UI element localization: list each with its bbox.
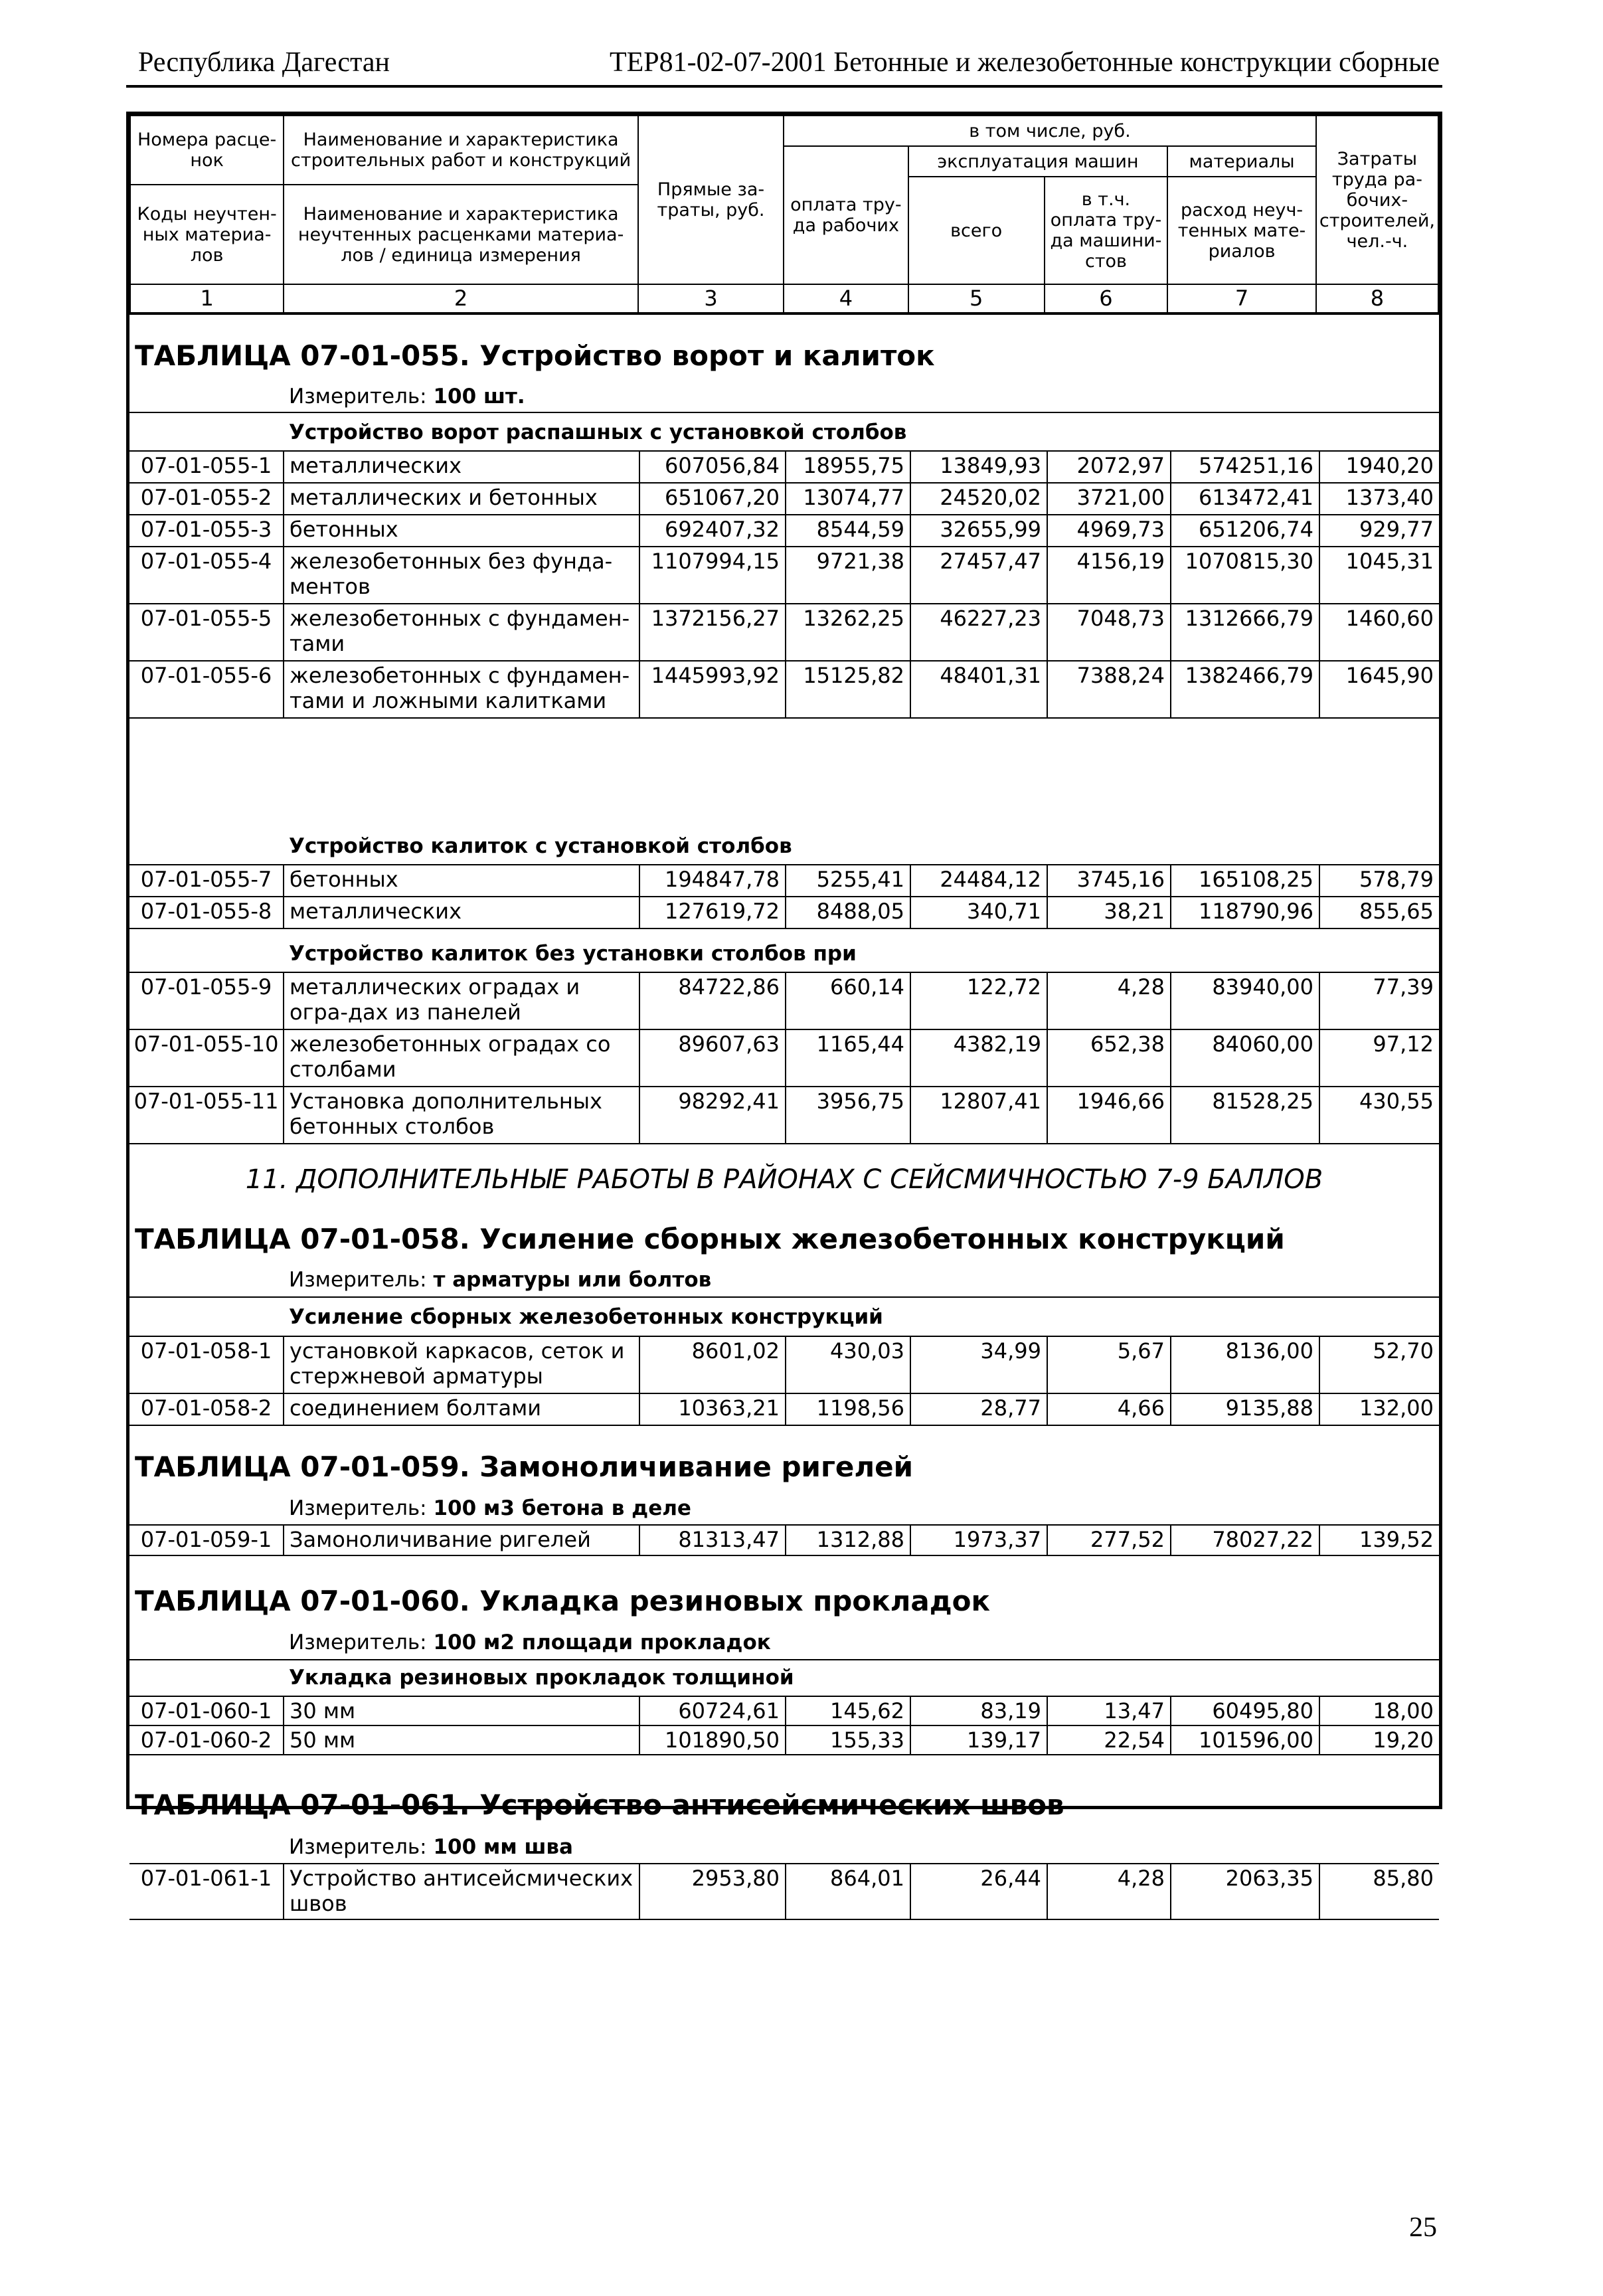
table-055-group-3 — [129, 972, 1439, 1144]
table-row: 07-01-055-5 железобетонных с фундамен-тами 1372156,27 13262,25 46227,23 7048,73 1312666,79 1460,60 — [129, 604, 1439, 661]
table-row: 07-01-055-3 бетонных 692407,32 8544,59 32655,99 4969,73 651206,74 929,77 — [129, 515, 1439, 547]
col-3-header: Прямые за-траты, руб. — [638, 116, 784, 284]
chapter-title: 11. ДОПОЛНИТЕЛЬНЫЕ РАБОТЫ В РАЙОНАХ С СЕЙСМИЧНОСТЬЮ 7-9 БАЛЛОВ — [245, 1164, 1323, 1195]
rate-code: 07-01-055-5 — [129, 604, 284, 661]
col-5-header: всего — [908, 177, 1045, 284]
rate-code: 07-01-055-7 — [129, 865, 284, 897]
rate-code: 07-01-059-1 — [129, 1525, 284, 1555]
rate-code: 07-01-061-1 — [129, 1864, 284, 1919]
including-header: в том числе, руб. — [784, 116, 1316, 146]
work-name: 50 мм — [284, 1725, 639, 1755]
machines-header: эксплуатация машин — [908, 146, 1168, 177]
col-2-top-header: Наименование и характеристика строительных работ и конструкций — [284, 116, 638, 185]
price-table-frame — [126, 112, 1442, 1916]
work-name: Установка дополнительных бетонных столбов — [284, 1087, 639, 1144]
work-name: соединением болтами — [284, 1393, 639, 1425]
work-name: Замоноличивание ригелей — [284, 1525, 639, 1555]
rate-code: 07-01-055-3 — [129, 515, 284, 547]
work-name: бетонных — [284, 515, 639, 547]
rate-code: 07-01-055-4 — [129, 547, 284, 604]
work-name: бетонных — [284, 865, 639, 897]
group-label: Усиление сборных железобетонных конструкций — [289, 1305, 883, 1329]
table-row: 07-01-060-2 50 мм 101890,50 155,33 139,17 22,54 101596,00 19,20 — [129, 1725, 1439, 1755]
col-1-top-header: Номера расце-нок — [130, 116, 284, 185]
materials-header: материалы — [1167, 146, 1316, 177]
document-title: ТЕР81-02-07-2001 Бетонные и железобетонные конструкции сборные — [609, 47, 1440, 78]
rate-code: 07-01-055-2 — [129, 483, 284, 515]
table-055-title: ТАБЛИЦА 07-01-055. Устройство ворот и калиток — [135, 339, 935, 372]
table-row: 07-01-055-8 металлических 127619,72 8488,05 340,71 38,21 118790,96 855,65 — [129, 897, 1439, 928]
table-060-title: ТАБЛИЦА 07-01-060. Укладка резиновых прокладок — [135, 1585, 991, 1617]
rate-code: 07-01-055-9 — [129, 972, 284, 1029]
page-number: 25 — [1409, 2212, 1437, 2243]
group-label: Устройство калиток с установкой столбов — [289, 834, 792, 858]
work-name: установкой каркасов, сеток и стержневой арматуры — [284, 1336, 639, 1393]
table-059-title: ТАБЛИЦА 07-01-059. Замоноличивание ригелей — [135, 1451, 914, 1483]
group-label: Устройство ворот распашных с установкой столбов — [289, 420, 907, 444]
table-row: 07-01-061-1 Устройство антисейсмических швов 2953,80 864,01 26,44 4,28 2063,35 85,80 — [129, 1864, 1439, 1919]
table-row: 07-01-058-1 установкой каркасов, сеток и стержневой арматуры 8601,02 430,03 34,99 5,67 8136,00 52,70 — [129, 1336, 1439, 1393]
table-058-measure: Измеритель: т арматуры или болтов — [289, 1268, 712, 1292]
col-4-header: оплата тру-да рабочих — [784, 146, 908, 284]
divider — [129, 1296, 1439, 1298]
table-row: 07-01-055-11 Установка дополнительных бетонных столбов 98292,41 3956,75 12807,41 1946,66 81528,25 430,55 — [129, 1087, 1439, 1144]
rate-code: 07-01-058-2 — [129, 1393, 284, 1425]
work-name: железобетонных без фунда-ментов — [284, 547, 639, 604]
work-name: металлических — [284, 897, 639, 928]
rate-code: 07-01-055-6 — [129, 661, 284, 718]
rate-code: 07-01-055-1 — [129, 451, 284, 483]
table-061-measure: Измеритель: 100 мм шва — [289, 1835, 573, 1859]
table-058-title: ТАБЛИЦА 07-01-058. Усиление сборных железобетонных конструкций — [135, 1223, 1285, 1255]
table-row: 07-01-060-1 30 мм 60724,61 145,62 83,19 13,47 60495,80 18,00 — [129, 1696, 1439, 1725]
table-060-measure: Измеритель: 100 м2 площади прокладок — [289, 1631, 771, 1654]
divider — [129, 1659, 1439, 1660]
table-061-title: ТАБЛИЦА 07-01-061. Устройство антисейсмических швов — [135, 1789, 1064, 1821]
work-name: железобетонных с фундамен-тами и ложными калитками — [284, 661, 639, 718]
rate-code: 07-01-055-11 — [129, 1087, 284, 1144]
col-2-bottom-header: Наименование и характеристика неучтенных расценками материа-лов / единица измерения — [284, 185, 638, 284]
table-row: 07-01-055-2 металлических и бетонных 651067,20 13074,77 24520,02 3721,00 613472,41 1373,40 — [129, 483, 1439, 515]
work-name: 30 мм — [284, 1696, 639, 1725]
table-055-measure: Измеритель: 100 шт. — [289, 385, 525, 408]
table-059-measure: Измеритель: 100 м3 бетона в деле — [289, 1496, 691, 1520]
table-061-rows — [129, 1863, 1439, 1920]
work-name: железобетонных оградах со столбами — [284, 1029, 639, 1087]
table-row: 07-01-055-9 металлических оградах и огра-дах из панелей 84722,86 660,14 122,72 4,28 83940,00 77,39 — [129, 972, 1439, 1029]
group-label: Устройство калиток без установки столбов при — [289, 942, 857, 966]
rate-code: 07-01-060-1 — [129, 1696, 284, 1725]
divider — [129, 412, 1439, 413]
table-row: 07-01-058-2 соединением болтами 10363,21 1198,56 28,77 4,66 9135,88 132,00 — [129, 1393, 1439, 1425]
divider — [129, 1143, 1439, 1144]
header-rule — [126, 85, 1442, 88]
group-label: Укладка резиновых прокладок толщиной — [289, 1666, 794, 1690]
work-name: железобетонных с фундамен-тами — [284, 604, 639, 661]
page-header — [138, 40, 1440, 86]
rate-code: 07-01-055-10 — [129, 1029, 284, 1087]
table-row: 07-01-055-6 железобетонных с фундамен-тами и ложными калитками 1445993,92 15125,82 48401,31 7388,24 1382466,79 1645,90 — [129, 661, 1439, 718]
work-name: металлических и бетонных — [284, 483, 639, 515]
work-name: Устройство антисейсмических швов — [284, 1864, 639, 1919]
col-8-header: Затраты труда ра-бочих-строителей, чел.-ч. — [1316, 116, 1438, 284]
table-row: 07-01-055-10 железобетонных оградах со столбами 89607,63 1165,44 4382,19 652,38 84060,00 97,12 — [129, 1029, 1439, 1087]
table-060-rows — [129, 1696, 1439, 1755]
region-title: Республика Дагестан — [138, 47, 390, 78]
work-name: металлических — [284, 451, 639, 483]
rate-code: 07-01-060-2 — [129, 1725, 284, 1755]
col-7-header: расход неуч-тенных мате-риалов — [1167, 177, 1316, 284]
work-name: металлических оградах и огра-дах из панелей — [284, 972, 639, 1029]
table-row: 07-01-059-1 Замоноличивание ригелей 81313,47 1312,88 1973,37 277,52 78027,22 139,52 — [129, 1525, 1439, 1555]
table-row: 07-01-055-1 металлических 607056,84 18955,75 13849,93 2072,97 574251,16 1940,20 — [129, 451, 1439, 483]
rate-code: 07-01-058-1 — [129, 1336, 284, 1393]
table-059-rows — [129, 1524, 1439, 1556]
column-number-row: 1 2 3 4 5 6 7 8 — [130, 284, 1438, 313]
table-055-group-1 — [129, 450, 1439, 719]
rate-code: 07-01-055-8 — [129, 897, 284, 928]
table-058-rows — [129, 1336, 1439, 1426]
column-header-table — [129, 115, 1439, 315]
col-1-bottom-header: Коды неучтен-ных материа-лов — [130, 185, 284, 284]
col-6-header: в т.ч. оплата тру-да машини-стов — [1045, 177, 1168, 284]
table-055-group-2 — [129, 864, 1439, 929]
table-row: 07-01-055-4 железобетонных без фунда-ментов 1107994,15 9721,38 27457,47 4156,19 1070815,30 1045,31 — [129, 547, 1439, 604]
table-row: 07-01-055-7 бетонных 194847,78 5255,41 24484,12 3745,16 165108,25 578,79 — [129, 865, 1439, 897]
